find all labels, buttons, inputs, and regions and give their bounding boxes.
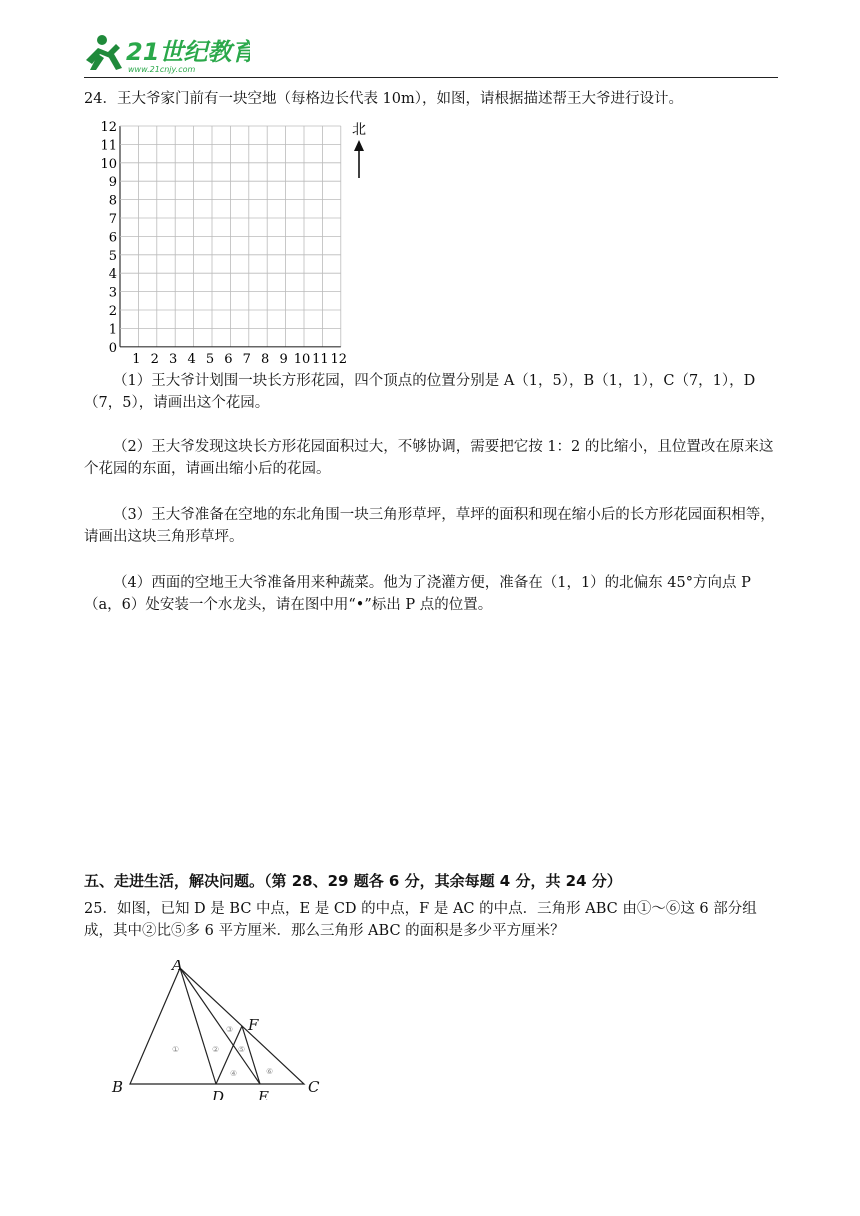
x-tick-label: 8	[261, 351, 270, 367]
coordinate-grid-svg	[100, 118, 380, 368]
x-tick-label: 11	[312, 351, 329, 367]
x-tick-label: 10	[293, 351, 311, 367]
coordinate-grid	[100, 118, 380, 368]
point-e-label: E	[258, 1088, 269, 1100]
q24-stem: 24．王大爷家门前有一块空地（每格边长代表 10m），如图，请根据描述帮王大爷进行设计。	[84, 91, 684, 107]
x-tick-label: 7	[242, 351, 251, 367]
q24-part4: （4）西面的空地王大爷准备用来种蔬菜。他为了浇灌方便，准备在（1，1）的北偏东 45°方向点 P（a，6）处安装一个水龙头，请在图中用“•”标出 P 点的位置。	[84, 575, 751, 613]
y-tick-label: 9	[108, 175, 117, 191]
x-tick-label: 3	[169, 351, 178, 367]
triangle-abc	[130, 968, 304, 1084]
x-tick-label: 9	[279, 351, 288, 367]
q24-part3: （3）王大爷准备在空地的东北角围一块三角形草坪，草坪的面积和现在缩小后的长方形花园面积相等，请画出这块三角形草坪。	[84, 507, 775, 545]
point-c-label: C	[308, 1078, 320, 1096]
header-divider	[84, 77, 778, 78]
y-tick-label: 0	[108, 340, 117, 356]
y-tick-label: 6	[108, 230, 117, 246]
x-tick-label: 5	[205, 351, 215, 367]
logo-text: 21世纪教育	[126, 38, 250, 66]
logo-url: www.21cnjy.com	[128, 65, 196, 74]
x-tick-label: 12	[330, 351, 348, 367]
y-tick-label: 8	[108, 193, 117, 209]
logo	[80, 30, 250, 78]
region-6-label: ⑥	[266, 1067, 274, 1076]
segment-df	[216, 1026, 242, 1084]
point-a-label: A	[172, 960, 183, 974]
region-1-label: ①	[172, 1045, 180, 1054]
x-tick-label: 6	[224, 351, 233, 367]
point-f-label: F	[248, 1016, 259, 1034]
north-arrow-icon	[354, 140, 364, 178]
section-5-title: 五、走进生活，解决问题。（第 28、29 题各 6 分，其余每题 4 分，共 24 分）	[84, 872, 622, 890]
north-label: 北	[352, 122, 366, 138]
region-2-label: ②	[212, 1045, 220, 1054]
logo-runner-icon	[80, 30, 250, 78]
y-tick-label: 10	[100, 156, 117, 172]
y-tick-label: 2	[108, 304, 117, 319]
q24-part2: （2）王大爷发现这块长方形花园面积过大，不够协调，需要把它按 1：2 的比缩小，且位置改在原来这个花园的东面，请画出缩小后的花园。	[84, 439, 774, 477]
y-tick-label: 7	[108, 212, 117, 227]
y-tick-label: 12	[100, 120, 117, 135]
q24-part1: （1）王大爷计划围一块长方形花园，四个顶点的位置分别是 A（1，5），B（1，1），C（7，1），D（7，5），请画出这个花园。	[84, 373, 756, 411]
x-tick-label: 2	[150, 351, 159, 367]
point-b-label: B	[112, 1078, 124, 1096]
region-3-label: ③	[226, 1025, 234, 1034]
y-tick-label: 4	[108, 267, 117, 283]
region-5-label: ⑤	[238, 1045, 246, 1054]
y-tick-label: 11	[100, 138, 117, 154]
x-tick-label: 1	[132, 351, 141, 367]
q25-stem: 25．如图，已知 D 是 BC 中点，E 是 CD 的中点，F 是 AC 的中点．三角形 ABC 由①～⑥这 6 部分组成，其中②比⑤多 6 平方厘米．那么三角形 ABC 的面积是多少平方厘米？	[84, 901, 757, 939]
region-4-label: ④	[230, 1069, 238, 1078]
triangle-figure	[108, 960, 328, 1100]
y-tick-label: 3	[108, 285, 117, 301]
triangle-figure-svg	[108, 960, 328, 1100]
x-tick-label: 4	[187, 351, 196, 367]
point-d-label: D	[212, 1088, 225, 1100]
y-tick-label: 5	[108, 248, 117, 264]
y-tick-label: 1	[108, 322, 117, 338]
